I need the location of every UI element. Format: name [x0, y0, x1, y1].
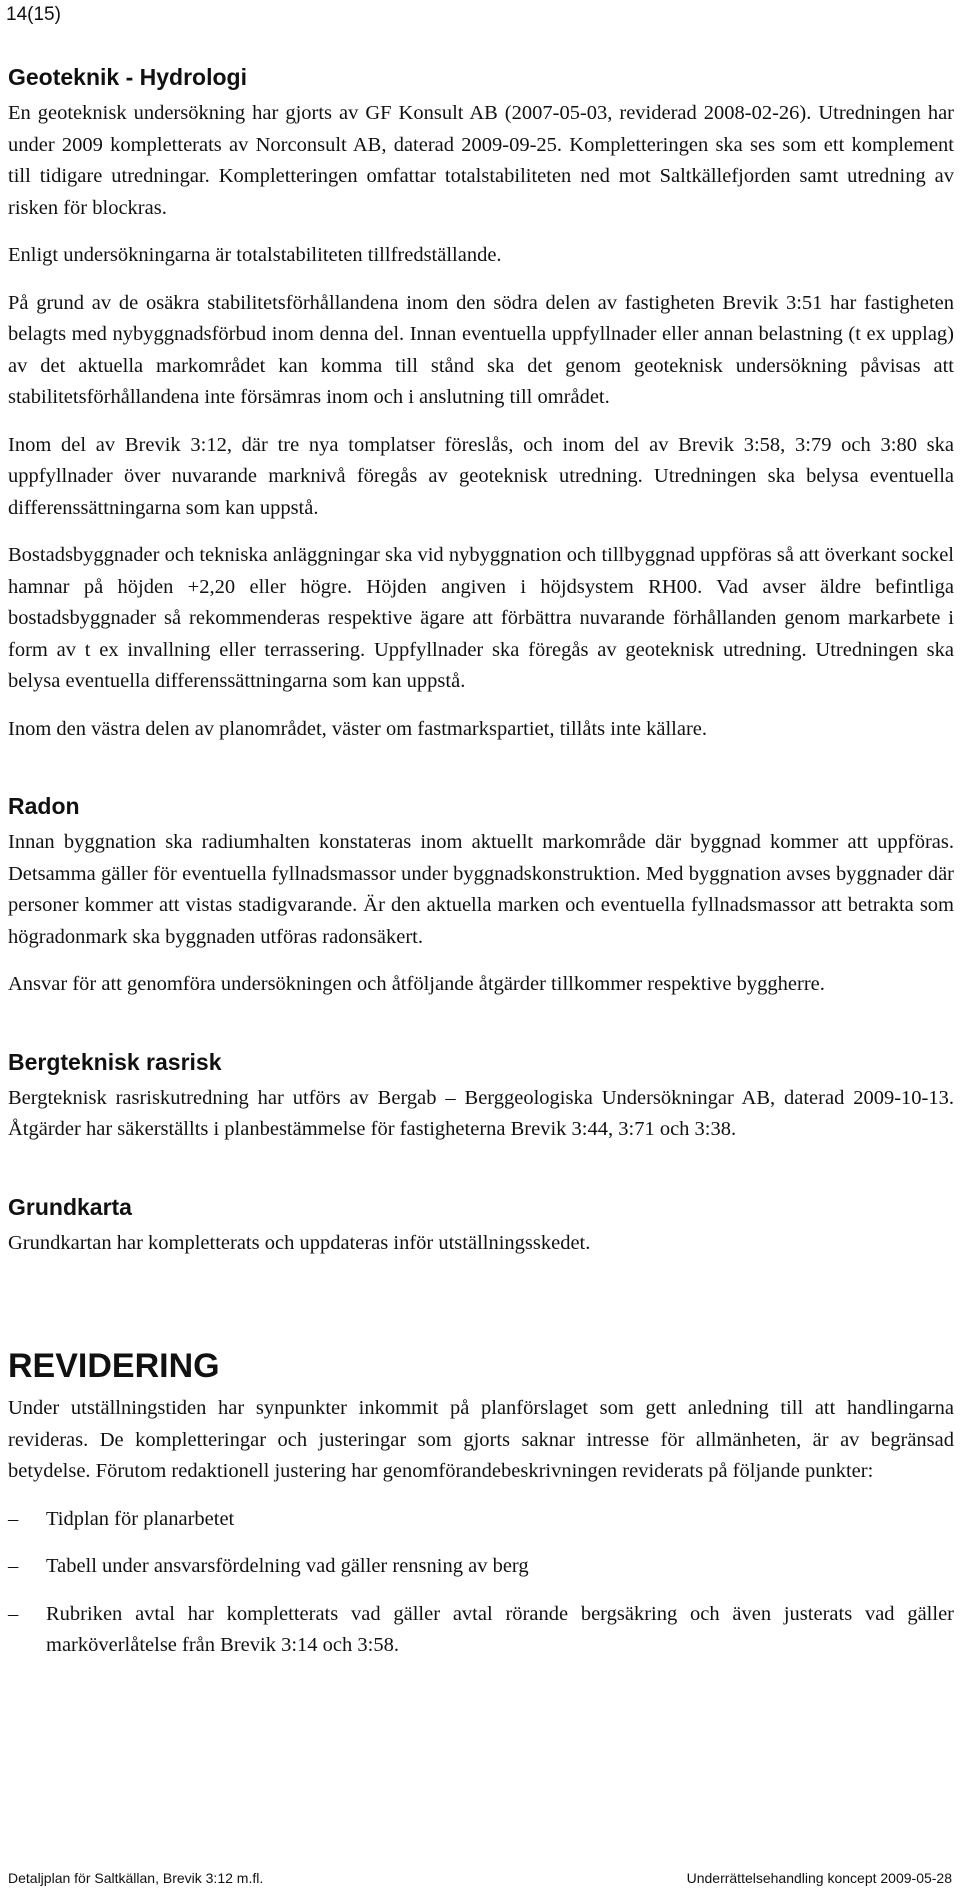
footer-left: Detaljplan för Saltkällan, Brevik 3:12 m.fl. — [8, 1870, 264, 1886]
dash-bullet: – — [8, 1507, 19, 1530]
paragraph: Inom den västra delen av planområdet, väster om fastmarkspartiet, tillåts inte källare. — [8, 717, 708, 740]
document-body — [8, 62, 954, 1678]
paragraph: På grund av de osäkra stabilitetsförhållandena inom den södra delen av fastigheten Brevik 3:51 har fastigheten belagts med nybyggnadsförbud inom denna del. Innan eventuella uppfyllnader eller annan belastning (t ex upplag) av det aktuella markområdet kan komma till stånd ska det genom geoteknisk undersökning påvisas att stabilitetsförhållandena inte försämras inom och i anslutning till området. — [8, 291, 954, 408]
paragraph: Grundkartan har kompletterats och uppdateras inför utställningsskedet. — [8, 1231, 591, 1254]
paragraph: Bostadsbyggnader och tekniska anläggningar ska vid nybyggnation och tillbyggnad uppföras så att överkant sockel hamnar på höjden +2,20 eller högre. Höjden angiven i höjdsystem RH00. Vad avser äldre befintliga bostadsbyggnader så rekommenderas respektive ägare att förbättra nuvarande förhållanden genom markarbete i form av t ex invallning eller terrassering. Uppfyllnader ska föregås av geoteknisk utredning. Utredningen ska belysa eventuella differenssättningarna som kan uppstå. — [8, 544, 954, 692]
footer-right: Underrättelsehandling koncept 2009-05-28 — [686, 1870, 952, 1886]
paragraph: Under utställningstiden har synpunkter inkommit på planförslaget som gett anledning till att handlingarna revideras. De kompletteringar och justeringar som gjorts saknar intresse för allmänheten, är av begränsad betydelse. Förutom redaktionell justering har genomförandebeskrivningen reviderats på följande punkter: — [8, 1397, 954, 1482]
section-radon — [8, 791, 954, 1001]
section-bergteknik — [8, 1047, 954, 1146]
spacer — [8, 1162, 954, 1192]
list-item-text: Tidplan för planarbetet — [46, 1507, 235, 1530]
list-item-text: Rubriken avtal har kompletterats vad gäller avtal rörande bergsäkring och även justerats vad gäller marköverlåtelse från Brevik 3:14 och 3:58. — [46, 1602, 954, 1656]
dash-bullet: – — [8, 1602, 19, 1625]
section-revidering — [8, 1345, 954, 1662]
page-number: 14(15) — [6, 4, 61, 25]
revision-list — [8, 1504, 954, 1662]
spacer — [8, 1275, 954, 1345]
spacer — [8, 1017, 954, 1047]
heading-radon: Radon — [8, 793, 80, 819]
list-item — [8, 1551, 954, 1583]
heading-bergteknik: Bergteknisk rasrisk — [8, 1048, 222, 1075]
paragraph: Ansvar för att genomföra undersökningen och åtföljande åtgärder tillkommer respektive byggherre. — [8, 973, 825, 995]
section-geoteknik — [8, 62, 954, 745]
paragraph: Inom del av Brevik 3:12, där tre nya tomplatser föreslås, och inom del av Brevik 3:58, 3:79 och 3:80 ska uppfyllnader över nuvarande marknivå föregås av geoteknisk utredning. Utredningen ska belysa eventuella differenssättningarna som kan uppstå. — [8, 433, 954, 519]
paragraph: Enligt undersökningarna är totalstabiliteten tillfredställande. — [8, 244, 502, 266]
heading-grundkarta: Grundkarta — [8, 1193, 132, 1220]
heading-geoteknik: Geoteknik - Hydrologi — [8, 64, 247, 90]
paragraph: Bergteknisk rasriskutredning har utförs av Bergab – Berggeologiska Undersökningar AB, daterad 2009-10-13. Åtgärder har säkerställts i planbestämmelse för fastigheterna Brevik 3:44, 3:71 och 3:38. — [8, 1086, 954, 1140]
list-item-text: Tabell under ansvarsfördelning vad gäller rensning av berg — [46, 1555, 529, 1577]
spacer — [8, 761, 954, 791]
section-grundkarta — [8, 1192, 954, 1260]
heading-revidering: REVIDERING — [8, 1347, 220, 1385]
paragraph: En geoteknisk undersökning har gjorts av GF Konsult AB (2007-05-03, reviderad 2008-02-26). Utredningen har under 2009 kompletterats av Norconsult AB, daterad 2009-09-25. Kompletteringen ska ses som ett komplement till tidigare utredningar. Kompletteringen omfattar totalstabiliteten ned mot Saltkällefjorden samt utredning av risken för blockras. — [8, 102, 954, 219]
list-item — [8, 1504, 954, 1536]
list-item — [8, 1599, 954, 1662]
dash-bullet: – — [8, 1555, 19, 1577]
paragraph: Innan byggnation ska radiumhalten konstateras inom aktuellt markområde där byggnad kommer att uppföras. Detsamma gäller för eventuella fyllnadsmassor under byggnadskonstruktion. Med byggnation avses byggnader där personer kommer att vistas stadigvarande. Är den aktuella marken och eventuella fyllnadsmassor att betrakta som högradonmark ska byggnaden utföras radonsäkert. — [8, 831, 954, 948]
page-footer — [8, 1870, 952, 1886]
